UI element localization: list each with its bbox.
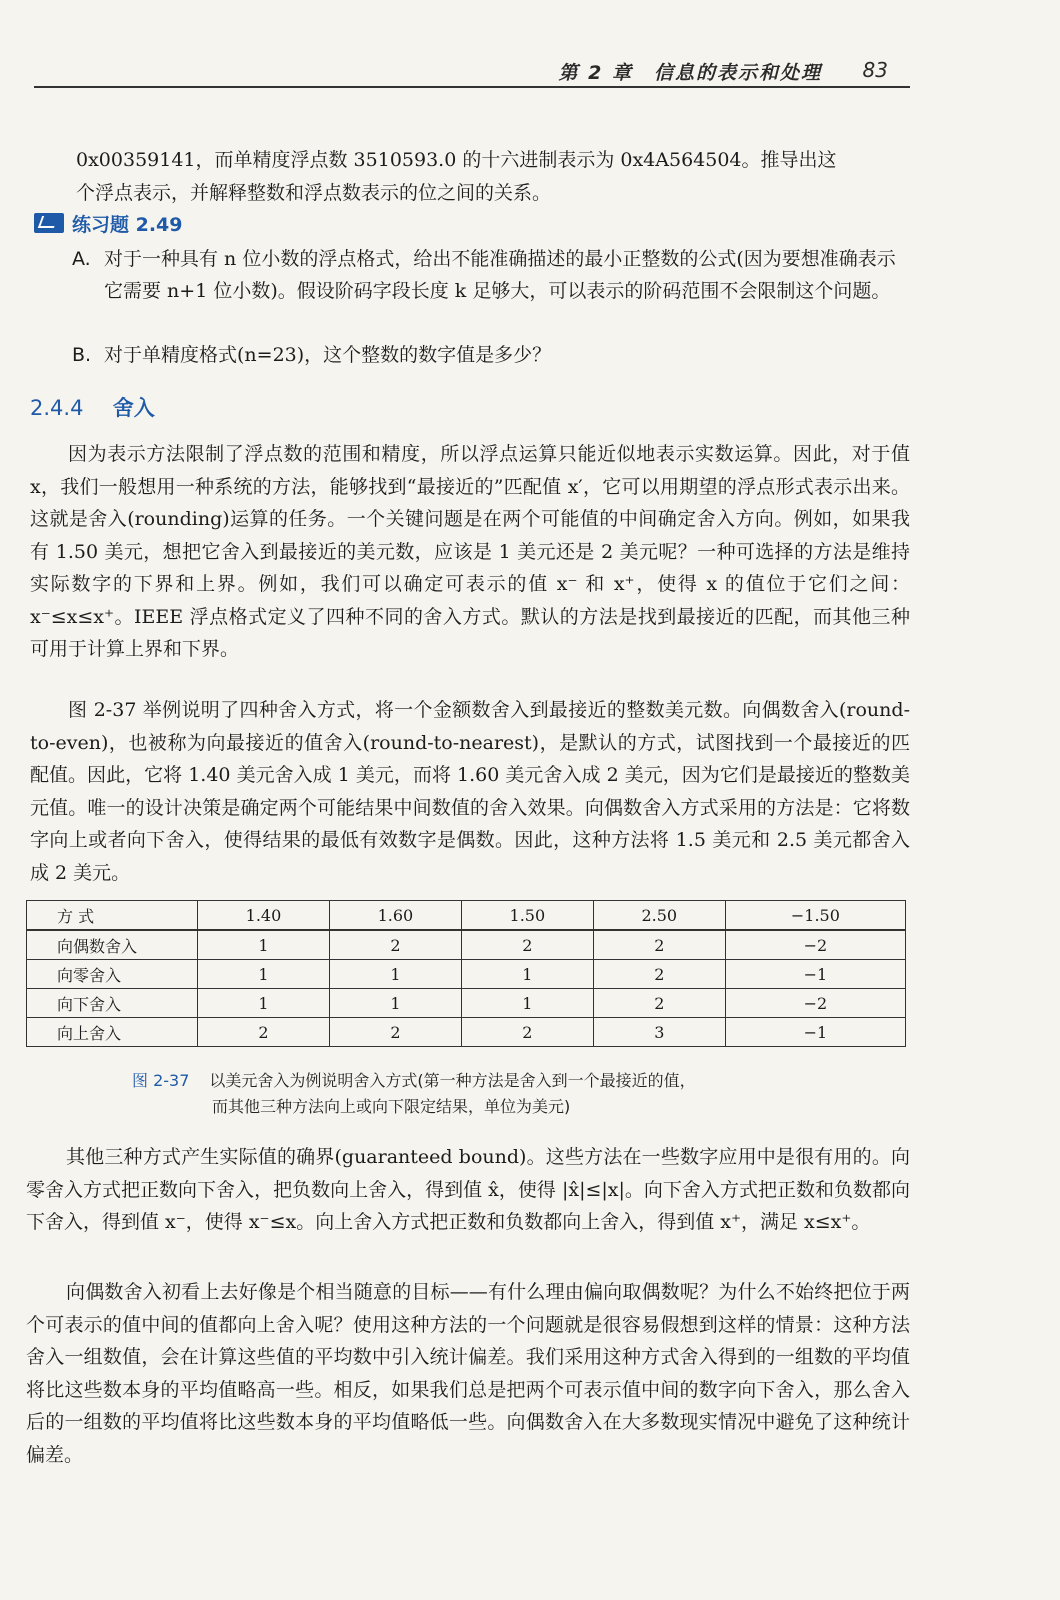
figure-number: 图 2-37 (132, 1071, 190, 1090)
table-cell: 2 (198, 1018, 330, 1047)
table-cell: −1 (725, 960, 905, 989)
section-number: 2.4.4 (30, 396, 84, 420)
section-title: 舍入 (112, 396, 155, 420)
rounding-table (26, 900, 906, 1047)
table-cell: 1 (329, 960, 461, 989)
exercise-item-b (72, 339, 910, 371)
paragraph-3: 其他三种方式产生实际值的确界(guaranteed bound)。这些方法在一些数字应用中是很有用的。向零舍入方式把正数向下舍入，把负数向上舍入，得到值 x̂，使得 |x̂|≤|x|。向下舍入方式把正数和负数都向下舍入，得到值 x⁻，使得 x⁻≤x。向上舍入方式把正数和负数都向上舍入，得到值 x⁺，满足 x≤x⁺。 (26, 1146, 910, 1233)
table-header-row (27, 901, 906, 931)
table-header-cell: 2.50 (593, 901, 725, 931)
paragraph-1: 因为表示方法限制了浮点数的范围和精度，所以浮点运算只能近似地表示实数运算。因此，对于值 x，我们一般想用一种系统的方法，能够找到“最接近的”匹配值 x′，它可以用期望的浮点形式表示出来。这就是舍入(rounding)运算的任务。一个关键问题是在两个可能值的中间确定舍入方向。例如，如果我有 1.50 美元，想把它舍入到最接近的美元数，应该是 1 美元还是 2 美元呢？一种可选择的方法是维持实际数字的下界和上界。例如，我们可以确定可表示的值 x⁻ 和 x⁺，使得 x 的值位于它们之间：x⁻≤x≤x⁺。IEEE 浮点格式定义了四种不同的舍入方式。默认的方法是找到最接近的匹配，而其他三种可用于计算上界和下界。 (30, 443, 910, 660)
intro-line-2: 个浮点表示，并解释整数和浮点数表示的位之间的关系。 (76, 181, 552, 204)
pencil-icon (34, 213, 64, 233)
table-header-cell: 1.50 (461, 901, 593, 931)
exercise-item-a (72, 243, 910, 307)
figure-caption (132, 1068, 696, 1120)
table-cell: 向下舍入 (27, 989, 198, 1018)
table-cell: 向上舍入 (27, 1018, 198, 1047)
table-cell: −2 (725, 930, 905, 960)
table-cell: 2 (329, 930, 461, 960)
table-cell: 1 (198, 930, 330, 960)
paragraph-2: 图 2-37 举例说明了四种舍入方式，将一个金额数舍入到最接近的整数美元数。向偶数舍入(round-to-even)，也被称为向最接近的值舍入(round-to-nearest)，是默认的方式，试图找到一个最接近的匹配值。因此，它将 1.40 美元舍入成 1 美元，而将 1.60 美元舍入成 2 美元，因为它们是最接近的整数美元值。唯一的设计决策是确定两个可能结果中间数值的舍入效果。向偶数舍入方式采用的方法是：它将数字向上或者向下舍入，使得结果的最低有效数字是偶数。因此，这种方法将 1.5 美元和 2.5 美元都舍入成 2 美元。 (30, 699, 910, 884)
table-header-cell: 方 式 (27, 901, 198, 931)
intro-paragraph (76, 144, 910, 209)
caption-line-1: 以美元舍入为例说明舍入方式(第一种方法是舍入到一个最接近的值， (209, 1071, 696, 1090)
table-row (27, 1018, 906, 1047)
exercise-label-b: B. (72, 344, 92, 366)
table-row (27, 989, 906, 1018)
table-cell: 3 (593, 1018, 725, 1047)
table-cell: 向零舍入 (27, 960, 198, 989)
table-cell: −1 (725, 1018, 905, 1047)
table-cell: 2 (593, 989, 725, 1018)
exercise-text-b: 对于单精度格式(n=23)，这个整数的数字值是多少？ (104, 344, 552, 366)
table-cell: 1 (198, 960, 330, 989)
table-cell: 1 (461, 989, 593, 1018)
table-header-cell: −1.50 (725, 901, 905, 931)
running-header (34, 54, 910, 88)
exercise-text-a: 对于一种具有 n 位小数的浮点格式，给出不能准确描述的最小正整数的公式(因为要想准确表示它需要 n+1 位小数)。假设阶码字段长度 k 足够大，可以表示的阶码范围不会限制这个问题。 (104, 248, 896, 302)
table-cell: 1 (198, 989, 330, 1018)
section-heading (30, 392, 155, 422)
caption-line-2: 而其他三种方法向上或向下限定结果，单位为美元) (212, 1097, 571, 1116)
table-cell: 2 (329, 1018, 461, 1047)
table-cell: 2 (461, 1018, 593, 1047)
table-row (27, 930, 906, 960)
table-header-cell: 1.60 (329, 901, 461, 931)
chapter-title: 第 2 章 信息的表示和处理 (558, 62, 822, 84)
page-number: 83 (862, 58, 888, 82)
table-cell: 向偶数舍入 (27, 930, 198, 960)
exercise-label-a: A. (72, 248, 91, 270)
table-row (27, 960, 906, 989)
exercise-title (34, 210, 183, 236)
paragraph-4: 向偶数舍入初看上去好像是个相当随意的目标——有什么理由偏向取偶数呢？为什么不始终把位于两个可表示的值中间的值都向上舍入呢？使用这种方法的一个问题就是很容易假想到这样的情景：这种方法舍入一组数值，会在计算这些值的平均数中引入统计偏差。我们采用这种方式舍入得到的一组数的平均值将比这些数本身的平均值略高一些。相反，如果我们总是把两个可表示值中间的数字向下舍入，那么舍入后的一组数的平均值将比这些数本身的平均值略低一些。向偶数舍入在大多数现实情况中避免了这种统计偏差。 (26, 1281, 910, 1466)
table-header-cell: 1.40 (198, 901, 330, 931)
table-cell: 2 (461, 930, 593, 960)
table-cell: 2 (593, 930, 725, 960)
intro-line-1: 0x00359141，而单精度浮点数 3510593.0 的十六进制表示为 0x4A564504。推导出这 (76, 149, 837, 171)
table-cell: 1 (329, 989, 461, 1018)
table-cell: 2 (593, 960, 725, 989)
table-cell: 1 (461, 960, 593, 989)
exercise-title-text: 练习题 2.49 (72, 213, 183, 236)
table-cell: −2 (725, 989, 905, 1018)
